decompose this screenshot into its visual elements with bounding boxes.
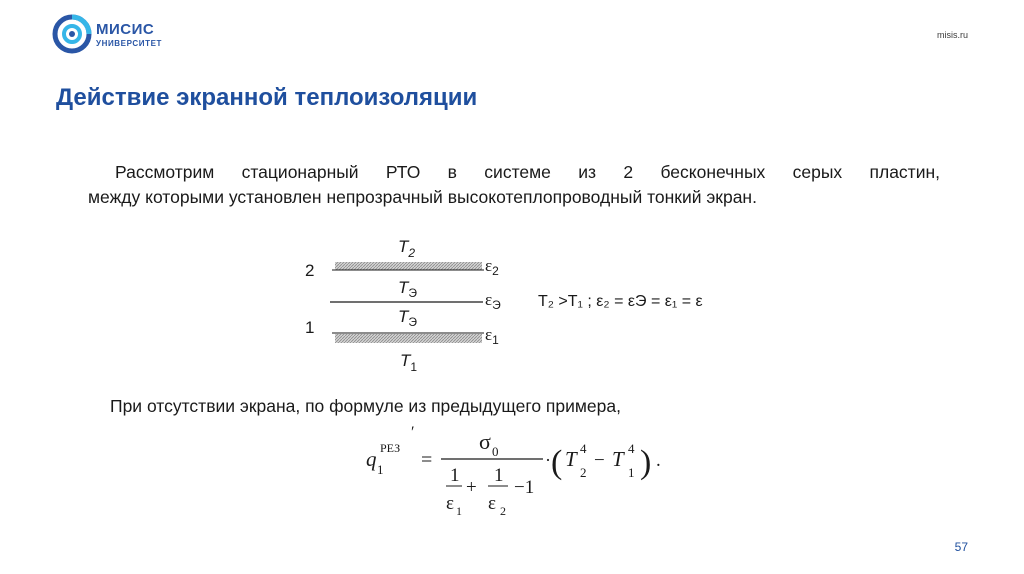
plate-bottom bbox=[335, 334, 482, 343]
temp-screen-lower: $T_Э$ bbox=[398, 307, 418, 329]
formula-T2-sup: 4 bbox=[580, 441, 587, 456]
formula-T1-sub: 1 bbox=[628, 465, 635, 480]
formula-end-dot: . bbox=[656, 450, 661, 471]
formula-den-eps1: ε bbox=[446, 493, 454, 514]
formula-sigma: σ bbox=[479, 429, 491, 454]
slide-title: Действие экранной теплоизоляции bbox=[56, 84, 478, 111]
formula-T1-sup: 4 bbox=[628, 441, 635, 456]
formula-den-eps1-sub: 1 bbox=[456, 504, 462, 518]
formula-equals: = bbox=[421, 449, 433, 471]
formula-T2: T bbox=[565, 447, 577, 471]
page-number: 57 bbox=[954, 540, 968, 554]
plate-bottom-number: 1 bbox=[305, 318, 315, 337]
intro-line-2: между которыми установлен непрозрачный высокотеплопроводный тонкий экран. bbox=[88, 187, 757, 207]
eps-bottom-label: $\varepsilon_1$ bbox=[485, 325, 499, 347]
formula-dot: · bbox=[545, 450, 551, 470]
formula-paren-close: ) bbox=[640, 444, 652, 481]
site-link[interactable]: misis.ru bbox=[937, 30, 968, 40]
temp-bottom-label: $T_1$ bbox=[400, 351, 418, 374]
eps-top-label: $\varepsilon_2$ bbox=[485, 256, 499, 278]
formula bbox=[366, 424, 661, 518]
formula-q-sup: РЕЗ bbox=[380, 441, 401, 455]
formula-minus-one: −1 bbox=[514, 477, 535, 498]
temp-top-label: $T_2$ bbox=[398, 237, 416, 260]
temp-screen-upper: $T_Э$ bbox=[398, 278, 418, 300]
formula-den-eps2-sub: 2 bbox=[500, 504, 506, 518]
plate-top-number: 2 bbox=[305, 261, 315, 280]
formula-num1: 1 bbox=[450, 465, 460, 486]
formula-paren-open: ( bbox=[551, 444, 563, 481]
formula-prime: ′ bbox=[411, 424, 415, 441]
formula-sigma-sub: 0 bbox=[492, 444, 499, 459]
formula-q-sub: 1 bbox=[377, 462, 384, 477]
formula-q: q bbox=[366, 447, 377, 471]
logo-title: МИСИС bbox=[96, 21, 155, 38]
absence-paragraph: При отсутствии экрана, по формуле из предыдущего примера, bbox=[110, 396, 621, 416]
formula-den-eps2: ε bbox=[488, 493, 496, 514]
formula-T1: T bbox=[612, 447, 624, 471]
formula-T2-sub: 2 bbox=[580, 465, 587, 480]
eps-screen-label: $\varepsilon_Э$ bbox=[485, 290, 501, 312]
logo-subtitle: УНИВЕРСИТЕТ bbox=[96, 39, 162, 48]
formula-minus: − bbox=[594, 450, 605, 471]
formula-plus: + bbox=[466, 477, 477, 498]
intro-line-1: Рассмотрим стационарный РТО в системе из 2 бесконечных серых пластин, bbox=[115, 162, 940, 182]
formula-num2: 1 bbox=[494, 465, 504, 486]
relation-text: T₂ >T₁ ; ε₂ = εЭ = ε₁ = ε bbox=[538, 293, 703, 310]
plate-top bbox=[335, 262, 482, 270]
